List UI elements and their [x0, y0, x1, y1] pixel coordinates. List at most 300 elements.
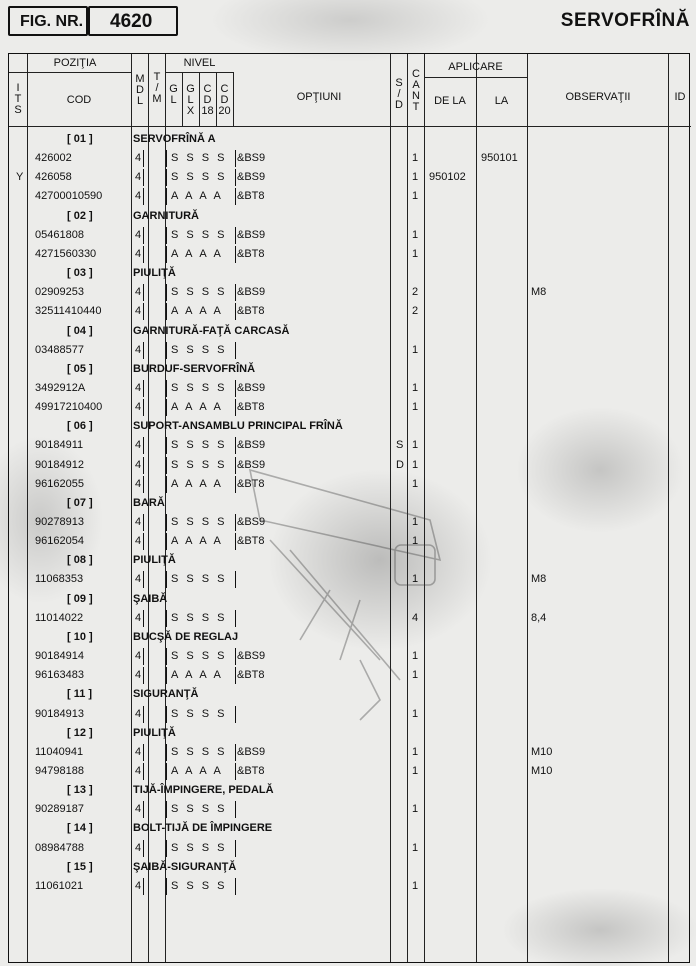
column-tick: [235, 801, 236, 818]
header-divider: [424, 77, 527, 78]
column-tick: [143, 744, 144, 761]
level-cell: S S S S: [171, 439, 228, 452]
column-tick: [143, 342, 144, 359]
part-code: 08984788: [35, 841, 84, 854]
part-code: 90184914: [35, 650, 84, 663]
group-number: [ 15 ]: [67, 860, 93, 873]
quantity-cell: 1: [412, 669, 419, 682]
fig-number-box: [88, 6, 178, 36]
part-code: 96162054: [35, 535, 84, 548]
quantity-cell: 1: [412, 764, 419, 777]
group-title: SIGURANŢĂ: [133, 688, 199, 701]
table-row: [9, 341, 691, 360]
column-tick: [143, 763, 144, 780]
mdl-cell: 4: [135, 516, 142, 528]
table-row: [9, 800, 691, 819]
group-number: [ 08 ]: [67, 554, 93, 567]
option-cell: &BS9: [237, 228, 266, 241]
header-divider: [165, 72, 234, 73]
column-tick: [235, 246, 236, 263]
column-tick: [166, 514, 167, 531]
column-tick: [235, 476, 236, 493]
quantity-cell: 1: [412, 477, 419, 490]
level-cell: S S S S: [171, 745, 228, 758]
option-cell: &BT8: [237, 669, 265, 682]
column-tick: [143, 437, 144, 454]
mdl-cell: 4: [135, 841, 142, 854]
quantity-cell: 1: [412, 152, 419, 165]
quantity-cell: 4: [412, 611, 419, 624]
group-header-row: [9, 858, 691, 877]
option-cell: &BS9: [237, 381, 266, 394]
part-code: 94798188: [35, 764, 84, 777]
column-tick: [166, 284, 167, 301]
group-header-row: [9, 207, 691, 226]
group-title: PIULIŢĂ: [133, 267, 176, 280]
column-tick: [235, 648, 236, 665]
option-cell: &BT8: [237, 535, 265, 548]
column-tick: [235, 227, 236, 244]
column-tick: [166, 150, 167, 167]
column-tick: [235, 514, 236, 531]
column-tick: [143, 610, 144, 627]
level-cell: S S S S: [171, 171, 228, 184]
side-cell: D: [396, 458, 404, 471]
group-title: BOLT-TIJĂ DE ÎMPINGERE: [133, 822, 273, 835]
option-cell: &BT8: [237, 477, 265, 490]
level-cell: S S S S: [171, 707, 228, 720]
column-tick: [143, 648, 144, 665]
option-cell: &BS9: [237, 286, 266, 299]
header-bottom-line: [9, 126, 691, 127]
mdl-cell: 4: [135, 286, 142, 299]
column-tick: [143, 533, 144, 550]
table-row: [9, 513, 691, 532]
group-number: [ 10 ]: [67, 630, 93, 643]
group-number: [ 07 ]: [67, 496, 93, 509]
option-cell: &BS9: [237, 745, 266, 758]
column-tick: [143, 399, 144, 416]
column-tick: [166, 342, 167, 359]
column-tick: [166, 246, 167, 263]
option-cell: &BS9: [237, 516, 266, 528]
page-title: SERVOFRÎNĂ: [560, 10, 690, 31]
quantity-cell: 1: [412, 458, 419, 471]
part-code: 3492912A: [35, 381, 86, 394]
column-tick: [235, 878, 236, 895]
group-number: [ 09 ]: [67, 592, 93, 605]
column-tick: [143, 169, 144, 186]
option-cell: &BS9: [237, 439, 266, 452]
column-tick: [143, 801, 144, 818]
part-code: 90184912: [35, 458, 84, 471]
column-tick: [166, 476, 167, 493]
column-tick: [235, 667, 236, 684]
group-header-row: [9, 360, 691, 379]
column-tick: [166, 744, 167, 761]
group-header-row: [9, 264, 691, 283]
table-row: [9, 839, 691, 858]
option-cell: &BS9: [237, 650, 266, 663]
column-tick: [235, 571, 236, 588]
column-tick: [235, 303, 236, 320]
mdl-cell: 4: [135, 879, 142, 892]
header-cod: COD: [66, 94, 92, 106]
mdl-cell: 4: [135, 611, 142, 624]
part-code: 90289187: [35, 803, 84, 816]
group-header-row: [9, 322, 691, 341]
part-code: 11014022: [35, 611, 84, 624]
group-header-row: [9, 685, 691, 704]
observation-cell: M10: [531, 745, 553, 758]
level-cell: S S S S: [171, 573, 228, 586]
column-tick: [166, 533, 167, 550]
apply-from-cell: 950102: [429, 171, 466, 184]
column-tick: [166, 457, 167, 474]
column-tick: [143, 380, 144, 397]
group-number: [ 03 ]: [67, 267, 93, 280]
group-title: BARĂ: [133, 496, 165, 509]
header-la: LA: [494, 95, 509, 107]
quantity-cell: 2: [412, 305, 419, 318]
option-cell: &BS9: [237, 152, 266, 165]
quantity-cell: 1: [412, 879, 419, 892]
group-title: ŞAIBĂ: [133, 592, 168, 605]
table-row: [9, 475, 691, 494]
table-row: [9, 398, 691, 417]
header-id: ID: [674, 91, 686, 103]
table-row: [9, 456, 691, 475]
mdl-cell: 4: [135, 669, 142, 682]
table-row: [9, 877, 691, 896]
column-tick: [235, 150, 236, 167]
group-number: [ 14 ]: [67, 822, 93, 835]
column-tick: [166, 667, 167, 684]
nivel-sub-divider: [182, 72, 183, 126]
observation-cell: M8: [531, 573, 547, 586]
table-row: [9, 302, 691, 321]
mdl-cell: 4: [135, 171, 142, 184]
group-number: [ 04 ]: [67, 324, 93, 337]
quantity-cell: 1: [412, 745, 419, 758]
group-title: TIJĂ-ÎMPINGERE, PEDALĂ: [133, 784, 274, 797]
group-header-row: [9, 781, 691, 800]
column-tick: [143, 284, 144, 301]
option-cell: &BT8: [237, 190, 265, 203]
side-cell: S: [396, 439, 404, 452]
column-tick: [143, 303, 144, 320]
column-tick: [235, 744, 236, 761]
mdl-cell: 4: [135, 228, 142, 241]
level-cell: S S S S: [171, 458, 228, 471]
parts-table: [8, 53, 690, 963]
group-number: [ 13 ]: [67, 784, 93, 797]
mdl-cell: 4: [135, 401, 142, 414]
column-tick: [166, 763, 167, 780]
level-cell: S S S S: [171, 879, 228, 892]
column-tick: [143, 246, 144, 263]
column-tick: [166, 169, 167, 186]
mdl-cell: 4: [135, 707, 142, 720]
part-code: 11061021: [35, 879, 84, 892]
group-header-row: [9, 417, 691, 436]
table-row: [9, 647, 691, 666]
mdl-cell: 4: [135, 477, 142, 490]
column-tick: [166, 840, 167, 857]
group-number: [ 12 ]: [67, 726, 93, 739]
group-title: BUCŞĂ DE REGLAJ: [133, 630, 239, 643]
header-observatii: OBSERVAŢII: [565, 91, 631, 103]
part-code: 03488577: [35, 343, 84, 356]
level-cell: S S S S: [171, 650, 228, 663]
table-row: [9, 168, 691, 187]
column-tick: [143, 476, 144, 493]
group-number: [ 01 ]: [67, 133, 93, 145]
level-cell: A A A A: [171, 535, 224, 548]
level-cell: A A A A: [171, 401, 224, 414]
mdl-cell: 4: [135, 458, 142, 471]
header-tm: T / M: [152, 71, 162, 105]
level-cell: S S S S: [171, 611, 228, 624]
table-row: [9, 570, 691, 589]
level-cell: S S S S: [171, 286, 228, 299]
level-cell: S S S S: [171, 343, 228, 356]
part-code: 11040941: [35, 745, 84, 758]
part-code: 96163483: [35, 669, 84, 682]
table-row: [9, 532, 691, 551]
mdl-cell: 4: [135, 650, 142, 663]
part-code: 90184913: [35, 707, 84, 720]
column-tick: [143, 457, 144, 474]
group-header-row: [9, 819, 691, 838]
column-tick: [235, 342, 236, 359]
column-tick: [235, 533, 236, 550]
column-tick: [143, 706, 144, 723]
part-code: 426002: [35, 152, 72, 165]
column-tick: [235, 380, 236, 397]
group-header-row: [9, 551, 691, 570]
header-optiuni: OPŢIUNI: [296, 91, 342, 103]
part-code: 42700010590: [35, 190, 103, 203]
group-title: SUPORT-ANSAMBLU PRINCIPAL FRÎNĂ: [133, 420, 343, 433]
table-row: [9, 436, 691, 455]
quantity-cell: 1: [412, 516, 419, 528]
header-nivel-cd20: C D 20: [218, 83, 231, 117]
level-cell: A A A A: [171, 669, 224, 682]
mdl-cell: 4: [135, 745, 142, 758]
fig-label: FIG. NR.: [20, 13, 84, 30]
fig-number: 4620: [110, 11, 153, 32]
header-nivel: NIVEL: [183, 57, 216, 69]
column-tick: [166, 303, 167, 320]
header-its: I T S: [14, 82, 22, 116]
part-code: 11068353: [35, 573, 84, 586]
quantity-cell: 1: [412, 343, 419, 356]
part-code: 05461808: [35, 228, 84, 241]
observation-cell: M8: [531, 286, 547, 299]
quantity-cell: 1: [412, 381, 419, 394]
column-tick: [143, 227, 144, 244]
group-header-row: [9, 628, 691, 647]
header-divider: [9, 72, 131, 73]
header-aplicare: APLICARE: [448, 61, 503, 73]
column-tick: [235, 763, 236, 780]
part-code: 426058: [35, 171, 72, 184]
mdl-cell: 4: [135, 803, 142, 816]
column-tick: [235, 188, 236, 205]
group-title: GARNITURĂ: [133, 209, 199, 222]
part-code: 49917210400: [35, 401, 103, 414]
mdl-cell: 4: [135, 152, 142, 165]
group-header-row: [9, 130, 691, 149]
quantity-cell: 2: [412, 286, 419, 299]
group-title: PIULIŢĂ: [133, 554, 176, 567]
level-cell: A A A A: [171, 305, 224, 318]
column-tick: [235, 437, 236, 454]
level-cell: S S S S: [171, 841, 228, 854]
group-title: GARNITURĂ-FAŢĂ CARCASĂ: [133, 324, 290, 337]
quantity-cell: 1: [412, 171, 419, 184]
part-code: 90278913: [35, 516, 84, 528]
group-number: [ 11 ]: [67, 688, 93, 701]
level-cell: S S S S: [171, 803, 228, 816]
level-cell: A A A A: [171, 764, 224, 777]
option-cell: &BT8: [237, 764, 265, 777]
column-tick: [166, 878, 167, 895]
table-row: [9, 666, 691, 685]
observation-cell: M10: [531, 764, 553, 777]
mdl-cell: 4: [135, 343, 142, 356]
group-title: SERVOFRÎNĂ A: [133, 133, 216, 145]
group-title: BURDUF-SERVOFRÎNĂ: [133, 362, 256, 375]
column-tick: [166, 571, 167, 588]
option-cell: &BT8: [237, 247, 265, 260]
quantity-cell: 1: [412, 841, 419, 854]
group-number: [ 05 ]: [67, 362, 93, 375]
header-sd: S / D: [395, 77, 403, 111]
mdl-cell: 4: [135, 381, 142, 394]
quantity-cell: 1: [412, 228, 419, 241]
part-code: 02909253: [35, 286, 84, 299]
part-code: 32511410440: [35, 305, 102, 318]
part-code: 90184911: [35, 439, 84, 452]
part-code: 96162055: [35, 477, 84, 490]
column-tick: [235, 284, 236, 301]
group-title: ŞAIBĂ-SIGURANŢĂ: [133, 860, 237, 873]
quantity-cell: 1: [412, 401, 419, 414]
column-tick: [235, 840, 236, 857]
mdl-cell: 4: [135, 439, 142, 452]
option-cell: &BT8: [237, 401, 265, 414]
header-pozitia: POZIŢIA: [53, 57, 97, 69]
level-cell: A A A A: [171, 190, 224, 203]
table-row: [9, 379, 691, 398]
mdl-cell: 4: [135, 573, 142, 586]
column-tick: [143, 840, 144, 857]
quantity-cell: 1: [412, 573, 419, 586]
table-row: [9, 149, 691, 168]
header-nivel-gl: G L: [169, 83, 178, 106]
quantity-cell: 1: [412, 190, 419, 203]
header-nivel-cd18: C D 18: [201, 83, 214, 117]
level-cell: A A A A: [171, 247, 224, 260]
column-tick: [166, 801, 167, 818]
group-number: [ 02 ]: [67, 209, 93, 222]
column-tick: [143, 150, 144, 167]
mdl-cell: 4: [135, 535, 142, 548]
quantity-cell: 1: [412, 535, 419, 548]
table-row: [9, 283, 691, 302]
table-row: [9, 187, 691, 206]
header-cant: C A N T: [412, 68, 420, 113]
apply-to-cell: 950101: [481, 152, 518, 165]
level-cell: S S S S: [171, 381, 228, 394]
group-title: PIULIŢĂ: [133, 726, 176, 739]
quantity-cell: 1: [412, 650, 419, 663]
column-tick: [143, 571, 144, 588]
header-mdl: M D L: [135, 73, 145, 107]
table-row: [9, 226, 691, 245]
group-header-row: [9, 724, 691, 743]
quantity-cell: 1: [412, 707, 419, 720]
table-row: [9, 245, 691, 264]
option-cell: &BS9: [237, 171, 266, 184]
column-tick: [166, 610, 167, 627]
mdl-cell: 4: [135, 247, 142, 260]
column-tick: [166, 706, 167, 723]
part-code: 4271560330: [35, 247, 97, 260]
column-tick: [143, 878, 144, 895]
column-tick: [235, 706, 236, 723]
group-number: [ 06 ]: [67, 420, 93, 433]
mdl-cell: 4: [135, 764, 142, 777]
level-cell: S S S S: [171, 516, 228, 528]
table-row: [9, 762, 691, 781]
level-cell: S S S S: [171, 152, 228, 165]
level-cell: S S S S: [171, 228, 228, 241]
column-tick: [235, 457, 236, 474]
option-cell: &BT8: [237, 305, 265, 318]
column-tick: [166, 399, 167, 416]
its-cell: Y: [16, 171, 24, 184]
header-nivel-glx: G L X: [186, 83, 195, 117]
fig-label-box: [8, 6, 88, 36]
option-cell: &BS9: [237, 458, 266, 471]
column-tick: [166, 380, 167, 397]
column-tick: [235, 169, 236, 186]
column-tick: [166, 648, 167, 665]
column-tick: [143, 514, 144, 531]
table-row: [9, 743, 691, 762]
nivel-sub-divider: [233, 72, 234, 126]
column-tick: [235, 399, 236, 416]
quantity-cell: 1: [412, 803, 419, 816]
column-tick: [235, 610, 236, 627]
column-tick: [143, 188, 144, 205]
level-cell: A A A A: [171, 477, 224, 490]
quantity-cell: 1: [412, 247, 419, 260]
table-row: [9, 705, 691, 724]
group-header-row: [9, 590, 691, 609]
mdl-cell: 4: [135, 190, 142, 203]
column-tick: [166, 188, 167, 205]
table-row: [9, 609, 691, 628]
observation-cell: 8,4: [531, 611, 547, 624]
column-tick: [166, 227, 167, 244]
column-tick: [166, 437, 167, 454]
group-header-row: [9, 494, 691, 513]
mdl-cell: 4: [135, 305, 142, 318]
